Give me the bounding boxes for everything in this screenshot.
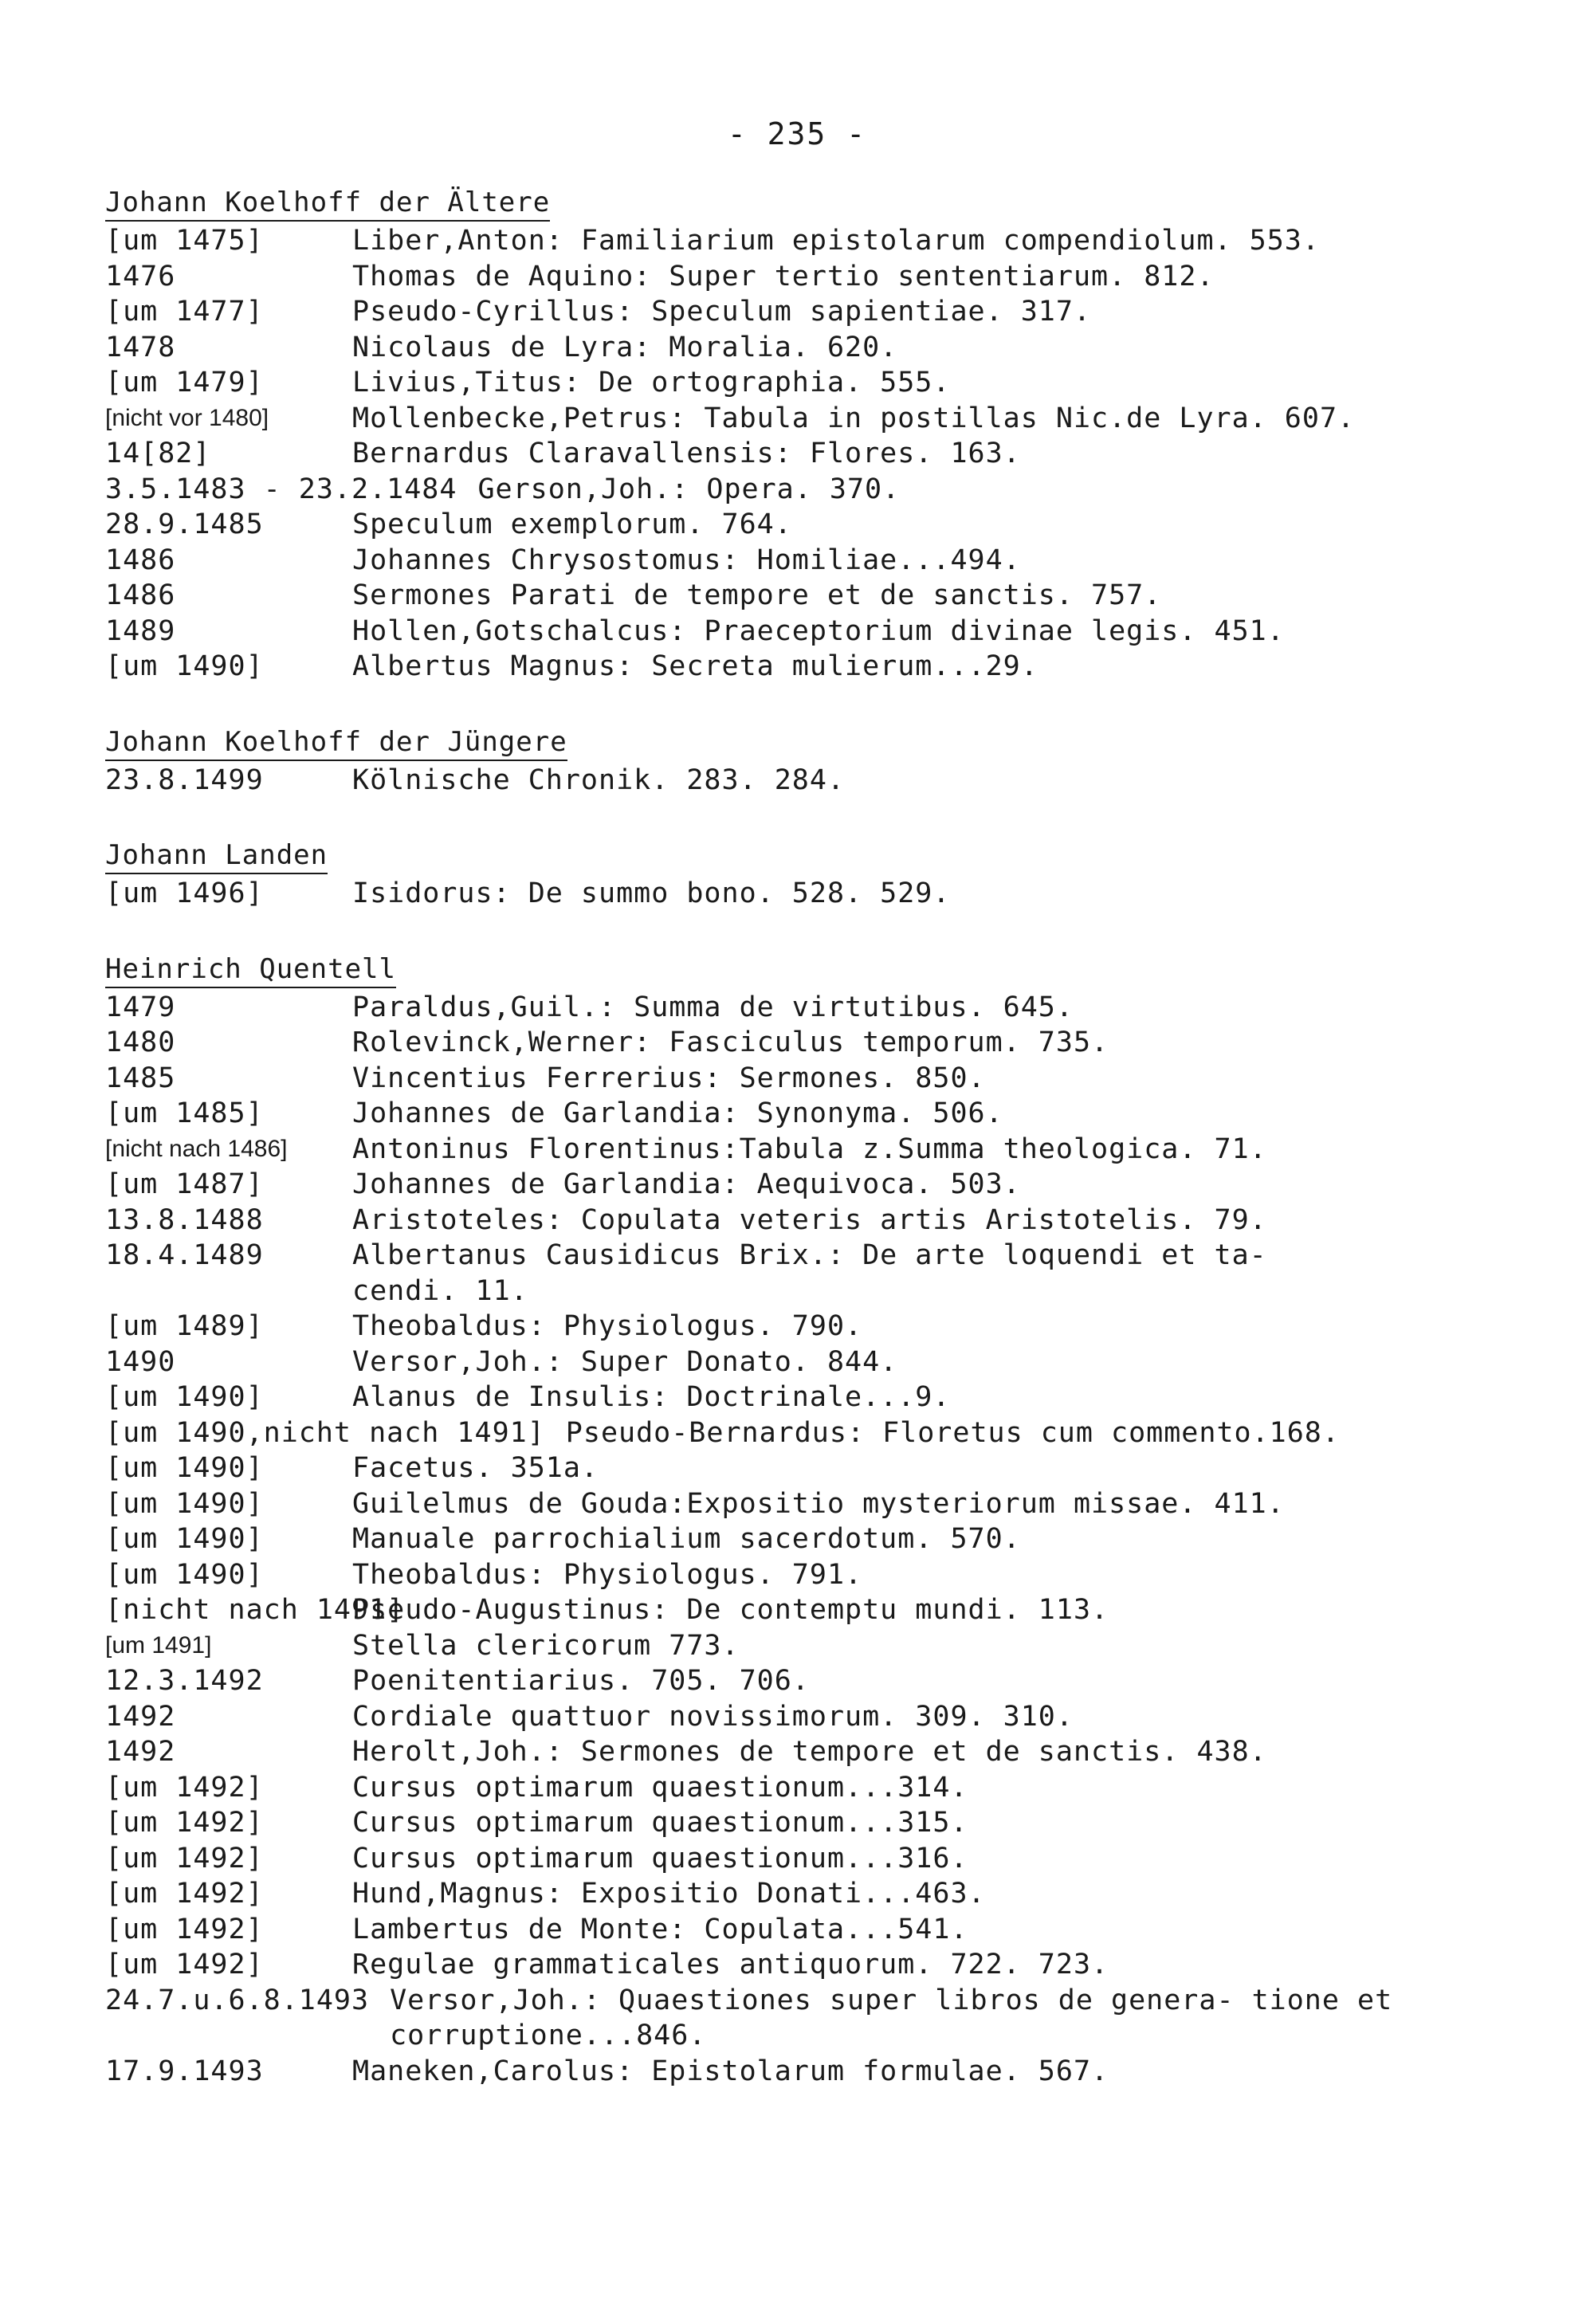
entry-date: 1479 bbox=[105, 991, 176, 1023]
entry-date: [um 1485] bbox=[105, 1097, 264, 1129]
printer-section bbox=[105, 186, 1460, 685]
entry-title: Stella clericorum 773. bbox=[352, 1629, 740, 1662]
entry-title: Liber,Anton: Familiarium epistolarum compendiolum. 553. bbox=[352, 225, 1320, 257]
printer-heading: Johann Koelhoff der Ältere bbox=[105, 186, 550, 222]
printer-heading: Johann Koelhoff der Jüngere bbox=[105, 726, 567, 761]
entry-title: Pseudo-Bernardus: Floretus cum commento.168. bbox=[565, 1416, 1340, 1449]
entry-title: Thomas de Aquino: Super tertio sententiarum. 812. bbox=[352, 260, 1215, 292]
printer-heading: Johann Landen bbox=[105, 839, 328, 874]
list-item bbox=[105, 1061, 1460, 1097]
list-item bbox=[105, 1805, 1460, 1841]
list-item bbox=[105, 294, 1460, 330]
entry-title: Maneken,Carolus: Epistolarum formulae. 567. bbox=[352, 2055, 1109, 2087]
entry-date: 1490 bbox=[105, 1345, 176, 1378]
entry-title: Johannes de Garlandia: Aequivoca. 503. bbox=[352, 1168, 1021, 1200]
list-item bbox=[105, 223, 1460, 259]
entry-title: Cursus optimarum quaestionum...315. bbox=[352, 1807, 968, 1839]
entry-date: 3.5.1483 - 23.2.1484 bbox=[105, 473, 457, 505]
entry-title: Guilelmus de Gouda:Expositio mysteriorum missae. 411. bbox=[352, 1487, 1285, 1520]
entry-title: Hund,Magnus: Expositio Donati...463. bbox=[352, 1878, 986, 1910]
entry-title: Mollenbecke,Petrus: Tabula in postillas Nic.de Lyra. 607. bbox=[352, 402, 1356, 434]
entry-date: 18.4.1489 bbox=[105, 1239, 264, 1271]
list-item bbox=[105, 1876, 1460, 1912]
entry-date: 14[82] bbox=[105, 438, 211, 469]
list-item bbox=[105, 1415, 1460, 1451]
entry-date: [um 1492] bbox=[105, 1878, 264, 1910]
entry-title: Kölnische Chronik. 283. 284. bbox=[352, 764, 846, 796]
entry-title: Aristoteles: Copulata veteris artis Aristotelis. 79. bbox=[352, 1203, 1267, 1236]
list-item bbox=[105, 1770, 1460, 1806]
entry-date: [um 1475] bbox=[105, 225, 264, 257]
list-item bbox=[105, 330, 1460, 366]
entry-date: 1486 bbox=[105, 579, 176, 611]
list-item bbox=[105, 2054, 1460, 2090]
entry-title: Facetus. 351a. bbox=[352, 1452, 599, 1484]
list-item bbox=[105, 614, 1460, 650]
list-item bbox=[105, 1912, 1460, 1948]
list-item bbox=[105, 1345, 1460, 1380]
entry-date: 1480 bbox=[105, 1027, 176, 1058]
entry-title: Theobaldus: Physiologus. 790. bbox=[352, 1310, 863, 1342]
list-item bbox=[105, 1557, 1460, 1593]
entry-date: [nicht nach 1486] bbox=[105, 1135, 288, 1162]
entry-date: [um 1477] bbox=[105, 296, 264, 328]
entry-date: [um 1492] bbox=[105, 1913, 264, 1945]
entry-title: Poenitentiarius. 705. 706. bbox=[352, 1665, 810, 1697]
list-item bbox=[105, 1132, 1460, 1168]
printer-heading: Heinrich Quentell bbox=[105, 953, 396, 988]
entry-title: Cordiale quattuor novissimorum. 309. 310. bbox=[352, 1700, 1074, 1733]
list-item bbox=[105, 876, 1460, 912]
entry-date: 17.9.1493 bbox=[105, 2055, 264, 2087]
entry-date: [um 1492] bbox=[105, 1842, 264, 1875]
entry-date: [nicht vor 1480] bbox=[105, 404, 269, 431]
list-item bbox=[105, 649, 1460, 685]
entry-date: 1486 bbox=[105, 544, 176, 576]
entry-date: [um 1496] bbox=[105, 877, 264, 909]
entry-title: Lambertus de Monte: Copulata...541. bbox=[352, 1913, 968, 1945]
list-item bbox=[105, 259, 1460, 295]
list-item bbox=[105, 401, 1460, 437]
entry-date: 1492 bbox=[105, 1700, 176, 1733]
entry-title: Theobaldus: Physiologus. 791. bbox=[352, 1558, 863, 1591]
list-item bbox=[105, 1521, 1460, 1557]
list-item bbox=[105, 1451, 1460, 1486]
list-item bbox=[105, 1238, 1460, 1309]
entry-date: [um 1490] bbox=[105, 1558, 264, 1591]
entry-date: [um 1487] bbox=[105, 1168, 264, 1200]
entry-title: Bernardus Claravallensis: Flores. 163. bbox=[352, 438, 1021, 469]
list-item bbox=[105, 1947, 1460, 1983]
entry-title: Antoninus Florentinus:Tabula z.Summa theologica. 71. bbox=[352, 1133, 1267, 1165]
list-item bbox=[105, 472, 1460, 508]
entry-date: 1478 bbox=[105, 331, 176, 363]
entry-date: 23.8.1499 bbox=[105, 764, 264, 796]
list-item bbox=[105, 1663, 1460, 1699]
entry-date: 28.9.1485 bbox=[105, 508, 264, 540]
list-item bbox=[105, 1592, 1460, 1628]
list-item bbox=[105, 507, 1460, 543]
list-item bbox=[105, 543, 1460, 579]
entry-date: [um 1489] bbox=[105, 1310, 264, 1342]
entry-title: Cursus optimarum quaestionum...314. bbox=[352, 1771, 968, 1804]
entry-title: Livius,Titus: De ortographia. 555. bbox=[352, 367, 951, 398]
list-item bbox=[105, 1096, 1460, 1132]
entry-title: Pseudo-Augustinus: De contemptu mundi. 113. bbox=[352, 1594, 1109, 1626]
entry-date: [um 1490] bbox=[105, 1452, 264, 1484]
list-item bbox=[105, 1699, 1460, 1735]
list-item bbox=[105, 578, 1460, 614]
list-item bbox=[105, 990, 1460, 1026]
entry-date: [um 1491] bbox=[105, 1631, 212, 1659]
entry-title: Cursus optimarum quaestionum...316. bbox=[352, 1842, 968, 1875]
entry-title: Speculum exemplorum. 764. bbox=[352, 508, 792, 540]
entry-date: 1485 bbox=[105, 1062, 176, 1094]
entry-date: [um 1479] bbox=[105, 367, 264, 398]
entry-date: 13.8.1488 bbox=[105, 1203, 264, 1236]
entry-date: 1489 bbox=[105, 614, 176, 647]
printer-section bbox=[105, 839, 1460, 912]
page-number: - 235 - bbox=[727, 116, 867, 151]
entry-title: Pseudo-Cyrillus: Speculum sapientiae. 317. bbox=[352, 296, 1092, 328]
entry-title: Rolevinck,Werner: Fasciculus temporum. 735. bbox=[352, 1027, 1109, 1058]
list-item bbox=[105, 436, 1460, 472]
entry-date: [um 1490] bbox=[105, 1381, 264, 1413]
entry-date: 12.3.1492 bbox=[105, 1665, 264, 1697]
entry-title: Manuale parrochialium sacerdotum. 570. bbox=[352, 1523, 1021, 1555]
list-item bbox=[105, 763, 1460, 799]
entry-date: 1476 bbox=[105, 260, 176, 292]
entry-date: [um 1490] bbox=[105, 1487, 264, 1520]
entry-title: Alanus de Insulis: Doctrinale...9. bbox=[352, 1381, 951, 1413]
entry-title: Isidorus: De summo bono. 528. 529. bbox=[352, 877, 951, 909]
entry-title: Johannes Chrysostomus: Homiliae...494. bbox=[352, 544, 1021, 576]
list-item bbox=[105, 1203, 1460, 1239]
printer-list bbox=[105, 186, 1460, 2130]
entry-title: Herolt,Joh.: Sermones de tempore et de sanctis. 438. bbox=[352, 1736, 1267, 1768]
entry-date: [um 1492] bbox=[105, 1949, 264, 1981]
list-item bbox=[105, 1309, 1460, 1345]
entry-title: Johannes de Garlandia: Synonyma. 506. bbox=[352, 1097, 1003, 1129]
list-item bbox=[105, 1983, 1460, 2054]
entry-date: 24.7.u.6.8.1493 bbox=[105, 1984, 370, 2016]
list-item bbox=[105, 1380, 1460, 1415]
printer-section bbox=[105, 953, 1460, 2090]
list-item bbox=[105, 1025, 1460, 1061]
entry-title: Sermones Parati de tempore et de sanctis. 757. bbox=[352, 579, 1162, 611]
entry-title: Albertus Magnus: Secreta mulierum...29. bbox=[352, 650, 1038, 682]
entry-title: Regulae grammaticales antiquorum. 722. 723. bbox=[352, 1949, 1109, 1981]
entry-title: Albertanus Causidicus Brix.: De arte loquendi et ta- cendi. 11. bbox=[352, 1239, 1267, 1307]
entry-title: Versor,Joh.: Super Donato. 844. bbox=[352, 1345, 898, 1378]
entry-title: Gerson,Joh.: Opera. 370. bbox=[477, 473, 901, 505]
list-item bbox=[105, 1734, 1460, 1770]
list-item bbox=[105, 1167, 1460, 1203]
entry-date: [um 1490,nicht nach 1491] bbox=[105, 1416, 545, 1449]
entry-date: [nicht nach 1491] bbox=[105, 1594, 405, 1626]
entry-date: [um 1490] bbox=[105, 650, 264, 682]
entry-date: 1492 bbox=[105, 1736, 176, 1768]
printer-section bbox=[105, 726, 1460, 799]
entry-title: Hollen,Gotschalcus: Praeceptorium divinae legis. 451. bbox=[352, 614, 1285, 647]
entry-title: Versor,Joh.: Quaestiones super libros de genera- tione et corruptione...846. bbox=[390, 1984, 1393, 2051]
entry-title: Paraldus,Guil.: Summa de virtutibus. 645. bbox=[352, 991, 1074, 1023]
list-item bbox=[105, 1486, 1460, 1522]
list-item bbox=[105, 1841, 1460, 1877]
entry-date: [um 1492] bbox=[105, 1807, 264, 1839]
entry-title: Vincentius Ferrerius: Sermones. 850. bbox=[352, 1062, 986, 1094]
list-item bbox=[105, 1628, 1460, 1664]
entry-date: [um 1490] bbox=[105, 1523, 264, 1555]
list-item bbox=[105, 365, 1460, 401]
entry-date: [um 1492] bbox=[105, 1771, 264, 1804]
entry-title: Nicolaus de Lyra: Moralia. 620. bbox=[352, 331, 898, 363]
